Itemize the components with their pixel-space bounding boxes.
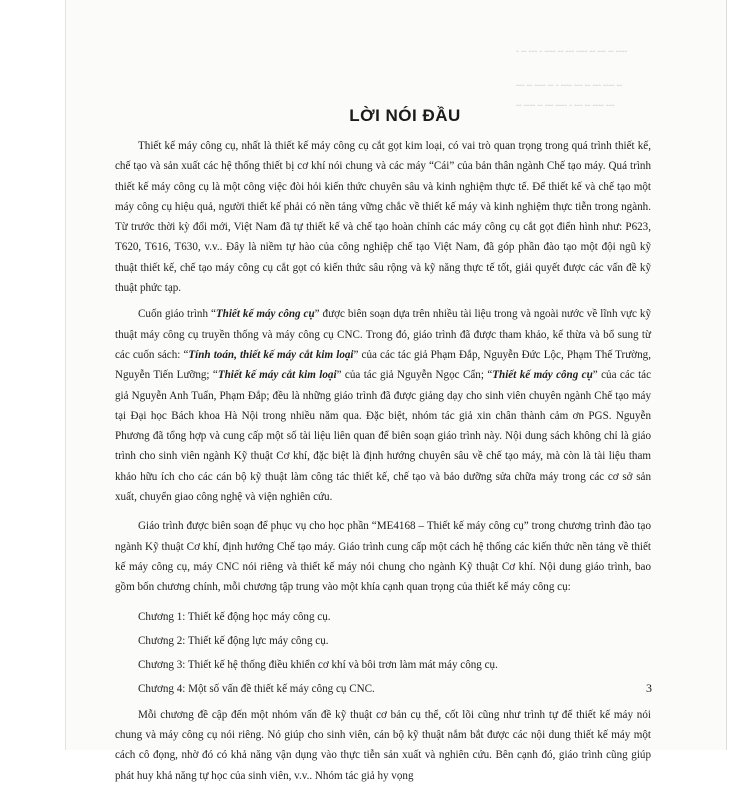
paragraph-closing: Mỗi chương đề cập đến một nhóm vấn đề kỹ thuật cơ bản cụ thể, cốt lõi cũng như trình tự để thiết kế máy nói chung và máy công cụ nói riêng. Nó giúp cho sinh viên, cán bộ kỹ thuật nắm bắt được các nội dung thiết kế máy một cách cô đọng, nhờ đó có khả năng vận dụng vào thực tiễn sản xuất và nghiên cứu. Bên cạnh đó, giáo trình cũng giúp phát huy khả năng tự học của sinh viên, v.v.. Nhóm tác giả hy vọng xyxy=(115,708,651,782)
bleed-through-text: ꞈ ꞈꞈ ꞈꞈꞈ ꞈ ꞈꞈꞈꞈ ꞈꞈ ꞈꞈꞈ ꞈꞈꞈꞈ ꞈꞈ ꞈꞈꞈ ꞈꞈ ꞈꞈꞈꞈ xyxy=(516,42,628,52)
chapter-item: Chương 2: Thiết kế động lực máy công cụ. xyxy=(138,634,329,647)
page-title: LỜI NÓI ĐẦU xyxy=(349,106,461,125)
bleed-through-text: ꞈꞈꞈ ꞈꞈ ꞈꞈꞈꞈ ꞈꞈ ꞈ ꞈꞈꞈꞈ ꞈꞈꞈ ꞈꞈ ꞈꞈꞈ ꞈꞈꞈꞈ ꞈꞈ xyxy=(516,76,623,86)
text-run: ” của các tác giả Phạm Đắp, Nguyễn Đức Lộc, Phạm Thế Trường, Nguyễn Tiến Lưỡng; “ xyxy=(115,348,651,382)
chapter-item: Chương 1: Thiết kế động học máy công cụ. xyxy=(138,610,331,623)
page-number: 3 xyxy=(646,681,652,695)
chapter-list xyxy=(115,607,651,700)
text-run: ” của tác giả Nguyễn Ngọc Cẩn; “ xyxy=(336,369,493,382)
preface-content xyxy=(115,104,651,795)
book-title: Thiết kế máy cắt kim loại xyxy=(217,369,337,382)
bleed-through-text: ꞈꞈ ꞈꞈꞈꞈ ꞈꞈ ꞈꞈꞈ ꞈꞈꞈꞈ ꞈ ꞈꞈꞈ ꞈꞈ ꞈꞈꞈꞈ ꞈꞈꞈ xyxy=(516,96,615,106)
book-title: Thiết kế máy công cụ xyxy=(215,308,315,321)
text-run: ” được biên soạn dựa trên nhiều tài liệu trong và ngoài nước về lĩnh vực kỹ thuật máy công cụ truyền thống và máy công cụ CNC. Trong đó, giáo trình đã được tham khảo, kế thừa và bổ sung từ các cuốn sách: “ xyxy=(115,308,651,361)
paragraph-sources xyxy=(115,304,651,507)
book-title: Tính toán, thiết kế máy cắt kim loại xyxy=(188,348,354,361)
book-page xyxy=(66,0,726,782)
paragraph-intro: Thiết kế máy công cụ, nhất là thiết kế máy công cụ cắt gọt kim loại, có vai trò quan trọng trong quá trình thiết kế, chế tạo và sản xuất các hệ thống thiết bị cơ khí nói chung và các máy “Cái” của bản thân ngành Chế tạo máy. Quá trình thiết kế máy công cụ là một công việc đòi hỏi kiến thức chuyên sâu và kinh nghiệm thực tế. Để thiết kế và chế tạo một máy công cụ hiệu quả, người thiết kế phải có nền tảng vững chắc về thiết kế máy và kinh nghiệm thực tiễn trong ngành. Từ trước thời kỳ đổi mới, Việt Nam đã tự thiết kế và chế tạo hoàn chỉnh các máy công cụ cắt gọt điển hình như: P623, T620, T616, T630, v.v.. Đây là niềm tự hào của công nghiệp chế tạo Việt Nam, đã góp phần đào tạo một đội ngũ kỹ thuật thiết kế, chế tạo máy công cụ cắt gọt có kiến thức sâu rộng và kỹ năng thực tế tốt, giải quyết được các vấn đề kỹ thuật phức tạp. xyxy=(115,140,651,295)
chapter-item: Chương 4: Một số vấn đề thiết kế máy công cụ CNC. xyxy=(138,683,375,696)
book-title: Thiết kế máy công cụ xyxy=(492,369,593,382)
text-run: ” của các tác giả Nguyễn Anh Tuấn, Phạm Đắp; đều là những giáo trình đã được giảng dạy cho sinh viên chuyên ngành Chế tạo máy tại Đại học Bách khoa Hà Nội trong nhiều năm qua. Đặc biệt, nhóm tác giả xin chân thành cảm ơn PGS. Nguyễn Phương đã tổng hợp và cung cấp một số tài liệu liên quan để biên soạn giáo trình này. Nội dung sách không chỉ là giáo trình cho sinh viên ngành Kỹ thuật Cơ khí, đặc biệt là định hướng chuyên sâu về chế tạo máy, mà còn là tài liệu tham khảo hữu ích cho các cán bộ kỹ thuật làm công tác thiết kế, chế tạo và bảo dưỡng sửa chữa máy trong các cơ sở sản xuất, chuyển giao công nghệ và viện nghiên cứu. xyxy=(115,369,652,504)
text-run: Cuốn giáo trình “ xyxy=(138,308,216,321)
paragraph-course: Giáo trình được biên soạn để phục vụ cho học phần “ME4168 – Thiết kế máy công cụ” trong chương trình đào tạo ngành Kỹ thuật Cơ khí, định hướng Chế tạo máy. Giáo trình cung cấp một cách hệ thống các kiến thức nền tảng về thiết kế máy công cụ, máy CNC nói riêng và thiết kế máy nói chung cho ngành Kỹ thuật Cơ khí. Nội dung giáo trình, bao gồm bốn chương chính, mỗi chương tập trung vào một khía cạnh quan trọng của thiết kế máy công cụ: xyxy=(115,520,651,594)
chapter-item: Chương 3: Thiết kế hệ thống điều khiển cơ khí và bôi trơn làm mát máy công cụ. xyxy=(138,659,498,672)
